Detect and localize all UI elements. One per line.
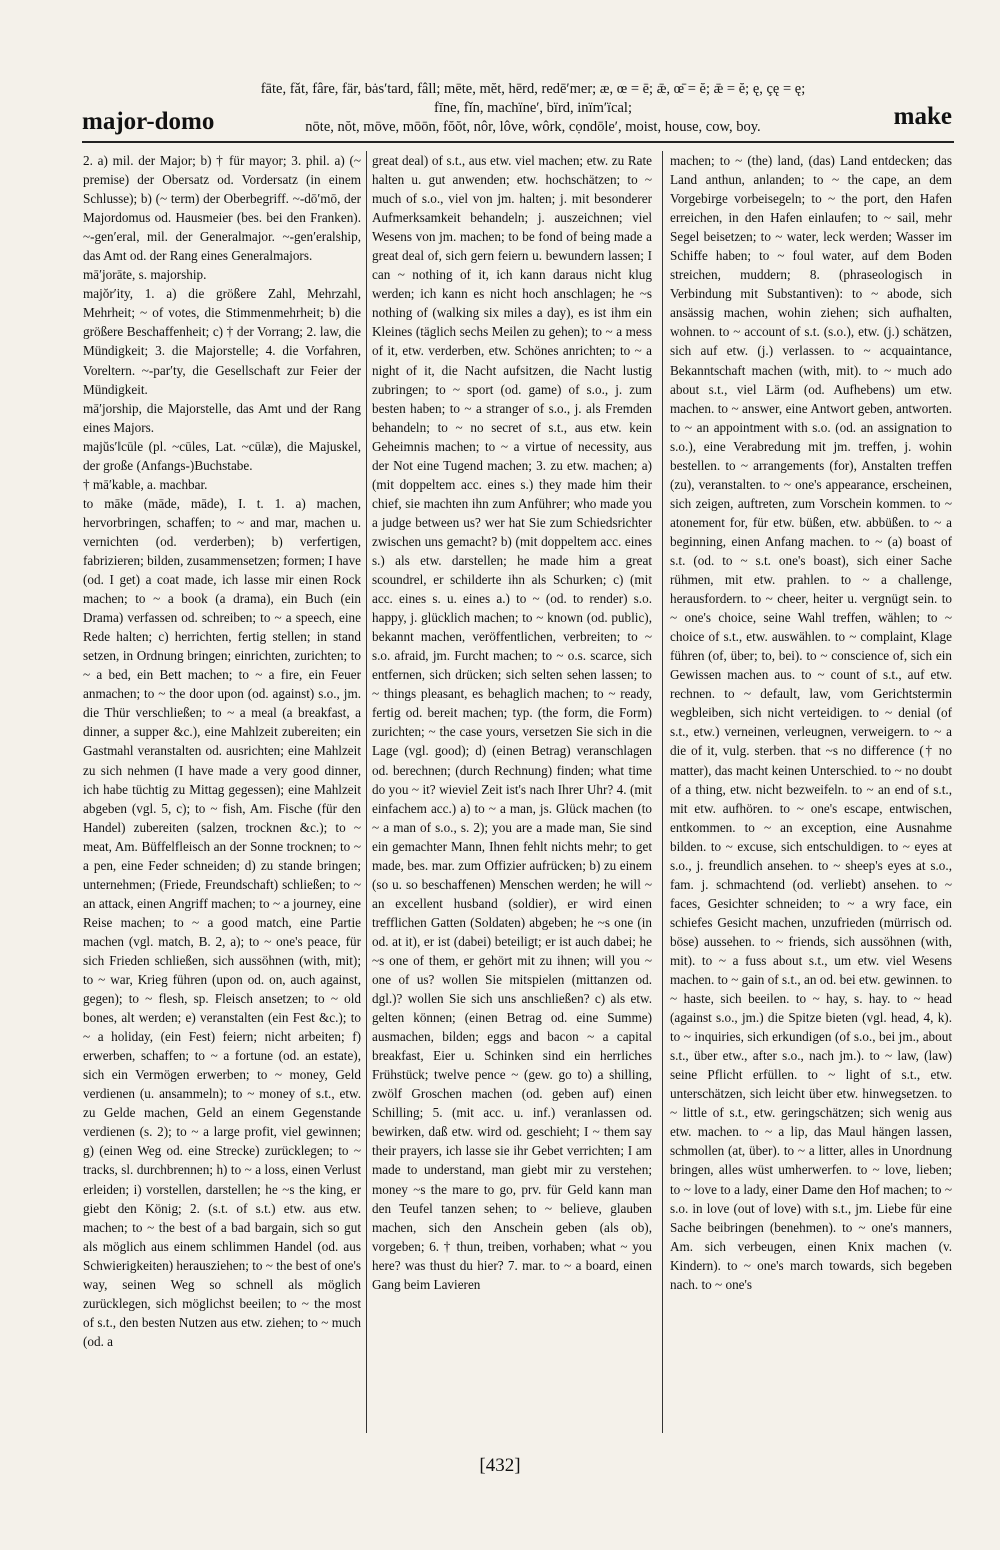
column-left xyxy=(83,151,361,1436)
pronunciation-key xyxy=(228,80,838,137)
entry-text: † mā′kable, a. machbar. xyxy=(83,476,208,492)
column-divider xyxy=(366,151,367,1433)
entry-text: machen; to ~ (the) land, (das) Land entdecken; das Land anthun, anlanden; to ~ the cape, an dem Vorgebirge vorbeisegeln; to ~ the port, den Hafen erreichen, in den Hafen einlaufen; to ~ sail, mehr Segel beisetzen; to ~ water, leck werden; Wasser im Schiffe haben; to ~ foul water, auf dem Boden streichen, muddern; 8. (phraseologisch in Verbindung mit Substantiven): to ~ abode, sich ansässig machen, wohin ziehen; sich aufhalten, wohnen. to ~ account of s.t. (s.o.), etw. (j.) schätzen, sich auf etw. (j.) verlassen. to ~ acquaintance, Bekanntschaft machen (with, mit). to ~ much ado about s.t., viel Lärm (od. Aufhebens) um etw. machen. to ~ answer, eine Antwort geben, antworten. to ~ an appointment with s.o. (od. an assignation to s.o.), eine Verabredung mit jm. treffen, j. wohin bestellen. to ~ arrangements (for), Anstalten treffen (zu), veranstalten. to ~ one's appearance, erscheinen, sich zeigen, auftreten, zum Vorschein kommen. to ~ atonement for, für etw. büßen, etw. abbüßen. to ~ a beginning, einen Anfang machen. to ~ (a) boast of s.t. (od. to ~ s.t. one's boast), sich einer Sache rühmen, mit etw. prahlen. to ~ a challenge, herausfordern. to ~ cheer, heiter u. vergnügt sein. to ~ one's choice, seine Wahl treffen, wählen; to ~ choice of s.t., etw. auswählen. to ~ complaint, Klage führen (of, über; to, bei). to ~ conscience of, sich ein Gewissen machen aus. to ~ count of s.t., auf etw. rechnen. to ~ default, law, vom Gerichtstermin wegbleiben, sich nicht verteidigen. to ~ denial (of s.t., etw.) verneinen, verleugnen, verweigern. to ~ a die of it, vulg. sterben. that ~s no difference († no matter), das macht keinen Unterschied. to ~ no doubt of a thing, etw. nicht bezweifeln. to ~ an end of s.t., mit etw. aufhören. to ~ one's escape, entwischen, entkommen. to ~ an exception, eine Ausnahme bilden. to ~ excuse, sich entschuldigen. to ~ eyes at s.o., j. freundlich ansehen. to ~ sheep's eyes at s.o., fam. j. schmachtend (od. verliebt) ansehen. to ~ faces, Gesichter schneiden; to ~ a wry face, ein schiefes Gesicht machen, unzufrieden (mürrisch od. böse) aussehen. to ~ friends, sich aussöhnen (with, mit). to ~ a fuss about s.t., um etw. viel Wesens machen. to ~ gain of s.t., an od. bei etw. gewinnen. to ~ haste, sich beeilen. to ~ hay, s. hay. to ~ head (against s.o., jm.) die Spitze bieten (vgl. head, 4, k). to ~ inquiries, sich erkundigen (of s.o., bei jm., about s.t., über etw., after s.o., nach jm.). to ~ law, (law) seine Pflicht erfüllen. to ~ light of s.t., etw. unterschätzen, sich leicht über etw. hinwegsetzen. to ~ little of s.t., etw. geringschätzen; sich wenig aus etw. machen. to ~ a lip, das Maul hängen lassen, schmollen (at, über). to ~ a litter, alles in Unordnung bringen, alles wüst umherwerfen. to ~ love, lieben; to ~ love to a lady, einer Dame den Hof machen; to ~ s.o. in love (out of love) with s.t., jm. Liebe für eine Sache beibringen (benehmen). to ~ one's manners, Am. sich verbeugen, einen Knix machen (v. Kindern). to ~ one's march towards, sich begeben nach. to ~ one's xyxy=(670,153,952,1292)
pronunciation-key-line-1: fāte, fǎt, fâre, fär, bȧs′tard, fâll; mēte, mĕt, hērd, redē′mer; æ, œ = ē; ǣ, œ̄ = ĕ; ǣ = ĕ; ę, çę = ę; xyxy=(260,81,806,97)
pronunciation-key-line-3: nōte, nŏt, mōve, mōōn, fŏŏt, nôr, lôve, wôrk, cọndōle′, moist, house, cow, boy. xyxy=(305,119,761,135)
entry-text: mā′jorāte, s. majorship. xyxy=(83,267,207,283)
header-rule xyxy=(82,141,954,143)
left-running-headword: major-domo xyxy=(82,108,215,135)
right-running-headword: make xyxy=(893,103,952,130)
column-divider xyxy=(662,151,663,1433)
page-number: [432] xyxy=(479,1455,521,1476)
entry-text: majŏr′ity, 1. a) die größere Zahl, Mehrzahl, Mehrheit; ~ of votes, die Stimmenmehrheit; b) die größere Beschaffenheit; c) † der Vorrang; 2. law, die Mündigkeit; 3. die Majorstelle; 4. die Vorfahren, Voreltern. ~-par′ty, die Gesellschaft zur Feier der Mündigkeit. xyxy=(83,286,361,397)
pronunciation-key-line-2: fīne, fǐn, machïne′, bïrd, inïm′ïcal; xyxy=(433,100,632,116)
entry-text: great deal) of s.t., aus etw. viel machen; etw. zu Rate halten u. gut anwenden; etw. hochschätzen; to ~ much of s.o., viel von jm. halten; j. mit besonderer Aufmerksamkeit behandeln; j. auszeichnen; viel Wesens von jm. machen; to be fond of being made a great deal of, sich gern feiern u. bewundern lassen; I can ~ nothing of it, ich kann daraus nicht klug werden; ich kann es nicht hoch anschlagen; he ~s nothing of (walking six miles a day), es ist ihm ein Kleines (täglich sechs Meilen zu gehen); to ~ a mess of it, etw. verderben, etw. Schönes anrichten; to ~ a night of it, die Nacht aufsitzen, die Nacht lustig zubringen; to ~ sport (od. game) of s.o., j. zum besten haben; to ~ a stranger of s.o., j. als Fremden behandeln; to ~ no secret of s.t., aus etw. kein Geheimnis machen; to ~ a virtue of necessity, aus der Not eine Tugend machen; 3. zu etw. machen; a) (mit doppeltem acc. eines s.) they made him their chief, sie machten ihn zum Anführer; who made you a judge between us? wer hat Sie zum Schiedsrichter zwischen uns gemacht? b) (mit doppeltem acc. eines s.) als etw. darstellen; he made him a great scoundrel, er schilderte ihn als Schurken; c) (mit acc. eines s. u. eines a.) to ~ (od. to render) s.o. happy, j. glücklich machen; to ~ known (od. public), bekannt machen, veröffentlichen, verbreiten; to ~ s.o. afraid, jm. Furcht machen; to ~ o.s. scarce, sich entfernen, sich drücken; sich selten sehen lassen; to ~ things pleasant, es behaglich machen; to ~ ready, fertig od. bereit machen; typ. (the form, die Form) zurichten; ~ the case yours, versetzen Sie sich in die Lage (vgl. good); d) (einen Betrag) veranschlagen od. berechnen; (durch Rechnung) finden; what time do you ~ it? wieviel Zeit ist's nach Ihrer Uhr? 4. (mit einfachem acc.) a) to ~ a man, js. Glück machen (to ~ a man of s.o., s. 2); you are a made man, Sie sind ein gemachter Mann, Ihnen fehlt nichts mehr; to get made, bes. mar. zum Offizier aufrücken; b) zu einem (so u. so beschaffenen) Menschen werden; he will ~ an excellent husband (soldier), er wird einen trefflichen Gatten (Soldaten) abgeben; he ~s one (in od. at it), er ist (dabei) beteiligt; er ist auch dabei; he ~s one of them, er gehört mit zu ihnen; will you ~ one of us? wollen Sie mitspielen (mittanzen od. dgl.)? wollen Sie sich uns anschließen? c) als etw. gelten können; (einen Betrag od. eine Summe) ausmachen, bilden; eggs and bacon ~ a capital breakfast, Eier u. Schinken sind ein herrliches Frühstück; twelve pence ~ (gew. go to) a shilling, zwölf Groschen machen (od. geben auf) einen Schilling; 5. (mit acc. u. inf.) veranlassen od. bewirken, daß etw. wird od. geschieht; I ~ them say their prayers, ich lasse sie ihr Gebet verrichten; I am made to understand, man giebt mir zu verstehen; money ~s the mare to go, prv. für Geld kann man den Teufel tanzen sehen; to ~ believe, glauben machen, sich den Anschein geben (als ob), vorgeben; 6. † thun, treiben, vorhaben; what ~ you here? was thust du hier? 7. mar. to ~ a board, einen Gang beim Lavieren xyxy=(372,153,652,1292)
column-right xyxy=(670,151,952,1436)
entry-text: majŭs′‖cūle (pl. ~cūles, Lat. ~cūlæ), die Majuskel, der große (Anfangs-)Buchstabe. xyxy=(83,438,361,473)
entry-text: mā′jorship, die Majorstelle, das Amt und der Rang eines Majors. xyxy=(83,400,361,435)
column-middle xyxy=(372,151,652,1436)
entry-text: 2. a) mil. der Major; b) † für mayor; 3. phil. a) (~ premise) der Obersatz od. Vordersatz (in einem Schlusse); b) (~ term) der Oberbegriff. ~-dō′mō, der Majordomus od. Hausmeier (bes. bei den Franken). ~-gen′eral, mil. der Generalmajor. ~-gen′eralship, das Amt od. der Rang eines Generalmajors. xyxy=(83,153,361,264)
entry-text: to māke (māde, māde), I. t. 1. a) machen, hervorbringen, schaffen; to ~ and mar, machen u. vernichten (od. verderben); b) verfertigen, fabrizieren; bilden, zusammensetzen; formen; I have (od. I get) a coat made, ich lasse mir einen Rock machen; to ~ a book (a drama), ein Buch (ein Drama) verfassen od. schreiben; to ~ a speech, eine Rede halten; c) herrichten, fertig stellen; in stand setzen, in Ordnung bringen; einrichten, zurichten; to ~ a bed, ein Bett machen; to ~ a fire, ein Feuer anmachen; to ~ the door upon (od. against) s.o., jm. die Thür verschließen; to ~ a meal (a breakfast, a dinner, a supper &c.), eine Mahlzeit zubereiten; ein Gastmahl veranstalten od. ausrichten; eine Mahlzeit zu sich nehmen (I have made a very good dinner, ich habe tüchtig zu Mittag gegessen); eine Mahlzeit abgeben (vgl. 5, c); to ~ fish, Am. Fische (für den Handel) zubereiten (salzen, trocknen &c.); to ~ meat, Am. Büffelfleisch an der Sonne trocknen; to ~ a pen, eine Feder schneiden; d) zu stande bringen; unternehmen; (Friede, Freundschaft) schließen; to ~ an attack, einen Angriff machen; to ~ a journey, eine Reise machen; to ~ a good match, eine Partie machen (vgl. match, B. 2, a); to ~ one's peace, für sich Frieden schließen, sich aussöhnen (with, mit); to ~ war, Krieg führen (upon od. on, auch against, gegen); to ~ flesh, sp. Fleisch ansetzen; to ~ old bones, alt werden; e) veranstalten (ein Fest &c.); to ~ a holiday, (ein Fest) feiern; nicht arbeiten; f) erwerben, schaffen; to ~ a fortune (od. an estate), sich ein Vermögen erwerben; to ~ money, Geld verdienen (u. ansammeln); to ~ money of s.t., etw. zu Gelde machen, Geld an einem Gegenstande verdienen (s. 2); to ~ a large profit, viel gewinnen; g) (einen Weg od. eine Strecke) zurücklegen; to ~ tracks, sl. durchbrennen; h) to ~ a loss, einen Verlust erleiden; i) vorstellen, darstellen; he ~s the king, er giebt den König; 2. (s.t. of s.t.) etw. aus etw. machen; to ~ the best of a bad bargain, sich so gut als möglich aus einem schlimmen Handel (od. aus Schwierigkeiten) herausziehen; to ~ the best of one's way, seinen Weg so schnell als möglich zurücklegen, sich möglichst beeilen; to ~ the most of s.t., den besten Nutzen aus etw. ziehen; to ~ much (od. a xyxy=(83,495,361,1349)
